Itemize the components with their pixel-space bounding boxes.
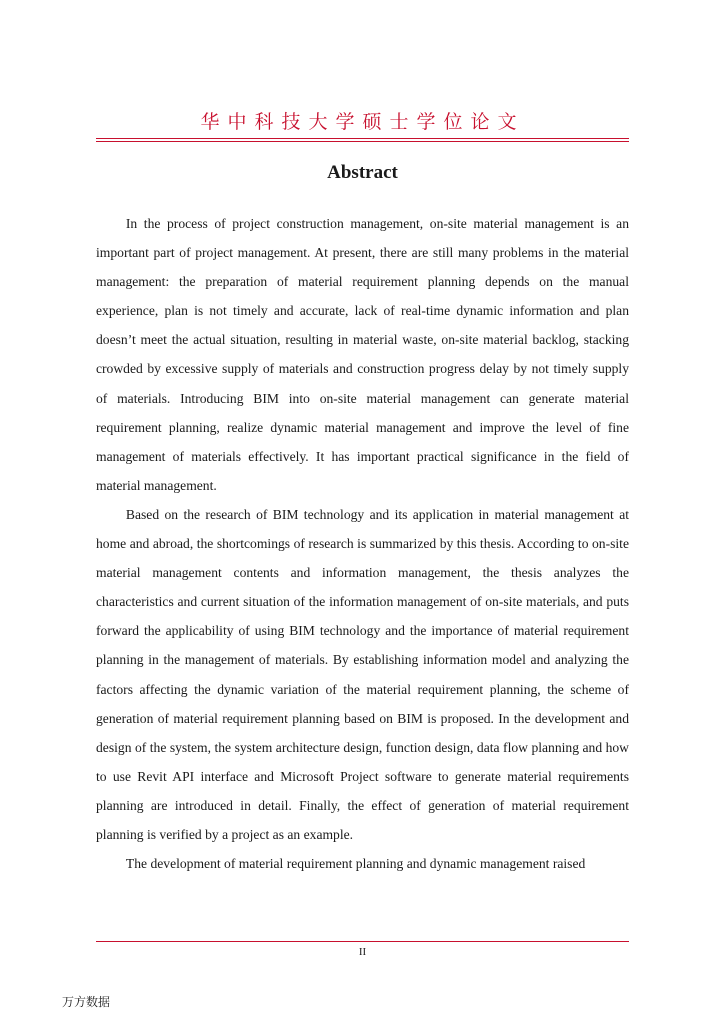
- thesis-header-title: 华中科技大学硕士学位论文: [200, 111, 525, 133]
- source-watermark: 万方数据: [62, 995, 111, 1009]
- header-double-rule: [96, 138, 629, 142]
- abstract-paragraph-2: Based on the research of BIM technology and its application in material management at home and abroad, the shortcomings of research is summarized by this thesis. According to on-site material management contents and information management, the thesis analyzes the characteristics and current situation of the information management of on-site materials, and puts forward the applicability of using BIM technology and the importance of material requirement planning in the management of materials. By establishing information model and analyzing the factors affecting the dynamic variation of the material requirement planning, the scheme of generation of material requirement planning based on BIM is proposed. In the development and design of the system, the system architecture design, function design, data flow planning and how to use Revit API interface and Microsoft Project software to generate material requirements planning are introduced in detail. Finally, the effect of generation of material requirement planning is verified by a project as an example.: [96, 506, 629, 842]
- abstract-heading: Abstract: [327, 162, 398, 183]
- abstract-paragraph-1: In the process of project construction management, on-site material management is an important part of project management. At present, there are still many problems in the material management: the preparation of material requirement planning depends on the manual experience, plan is not timely and accurate, lack of real-time dynamic information and plan doesn’t meet the actual situation, resulting in material waste, on-site material backlog, stacking crowded by excessive supply of materials and construction progress delay by not timely supply of materials. Introducing BIM into on-site material management can generate material requirement planning, realize dynamic material management and improve the level of fine management of materials effectively. It has important practical significance in the field of material management.: [96, 216, 629, 493]
- page-number: II: [358, 946, 367, 958]
- abstract-body: [96, 209, 629, 878]
- abstract-paragraph-3: The development of material requirement planning and dynamic management raised: [125, 856, 586, 872]
- footer-rule: [96, 941, 629, 942]
